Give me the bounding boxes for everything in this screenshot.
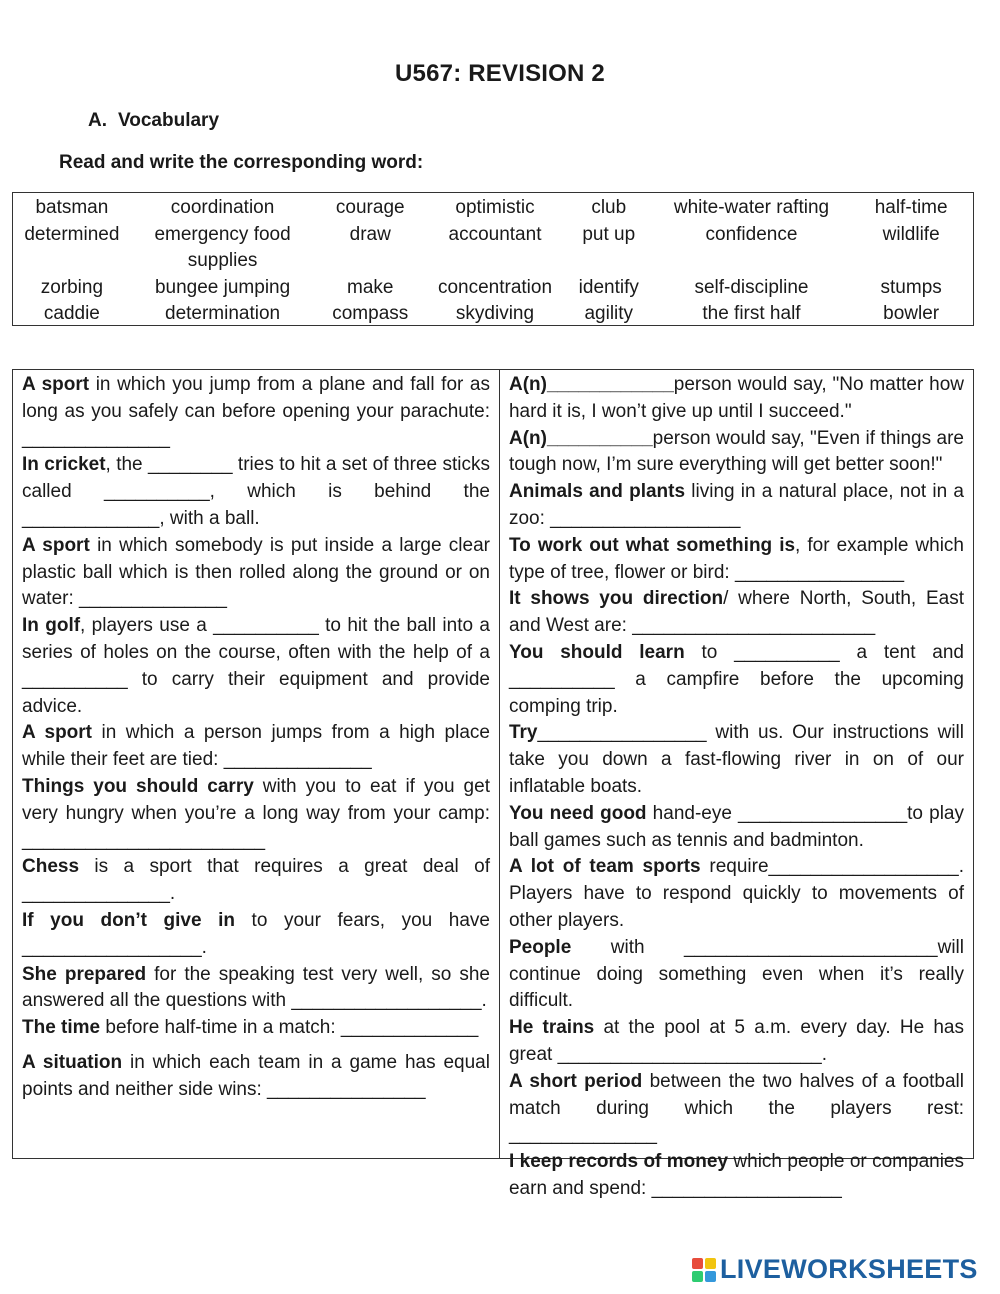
question-item	[22, 774, 490, 854]
question-keyword: People	[508, 936, 572, 958]
question-item	[509, 640, 964, 720]
word-bank-cell: white-water rafting	[673, 197, 830, 218]
word-bank-cell: courage	[335, 197, 405, 218]
question-text: person would say, "Even if things are tough now, I’m sure everything will get better soon!"	[508, 427, 964, 476]
question-item	[509, 1015, 964, 1069]
question-keyword: The time	[22, 1017, 101, 1039]
question-text: in which somebody is put inside a large clear plastic ball which is then rolled along the ground or on water: ______________	[22, 534, 490, 610]
word-bank-cell	[426, 248, 564, 275]
question-keyword: A sport	[22, 534, 90, 556]
question-item	[509, 1149, 964, 1203]
word-bank-cell: half-time	[874, 197, 948, 218]
question-keyword: You should learn	[508, 641, 685, 663]
question-keyword: Chess	[22, 856, 80, 878]
word-bank-cell: self-discipline	[694, 276, 809, 298]
question-item	[509, 854, 964, 934]
question-keyword: He trains	[508, 1017, 595, 1039]
word-bank-cell	[849, 248, 973, 275]
question-keyword: A(n)__________	[508, 427, 653, 449]
word-bank-cell	[314, 248, 426, 275]
word-bank-cell: put up	[582, 223, 636, 245]
word-bank-row	[13, 222, 973, 249]
questions-right-column	[500, 370, 973, 1199]
word-bank-cell: skydiving	[455, 303, 535, 324]
question-text: in which a person jumps from a high place while their feet are tied: ______________	[22, 722, 490, 771]
word-bank-cell: determined	[24, 223, 120, 245]
word-bank-cell: stumps	[880, 276, 942, 298]
questions-table	[12, 369, 974, 1199]
question-item	[509, 426, 964, 480]
word-bank-cell: coordination	[170, 197, 275, 218]
question-text: in which each team in a game has equal points and neither side wins: _______________	[22, 1051, 490, 1100]
question-text: ________________ with us. Our instructions will take you down a fast-flowing river in on of our inflatable boats.	[508, 722, 964, 797]
question-text: to your fears, you have _________________.	[22, 909, 490, 958]
question-text: to __________ a tent and __________ a campfire before the upcoming comping trip.	[508, 641, 964, 717]
page-title: U567: REVISION 2	[395, 60, 605, 87]
question-keyword: Animals and plants	[508, 481, 686, 503]
question-text: with you to eat if you get very hungry when you’re a long way from your camp: _______________________	[22, 775, 490, 851]
question-keyword: It shows you direction	[508, 588, 724, 610]
question-text: between the two halves of a football match during which the players rest: ______________	[508, 1070, 964, 1146]
question-keyword: If you don’t give in	[22, 909, 235, 931]
question-keyword: A sport	[22, 722, 92, 744]
question-text: , for example which type of tree, flower or bird: ________________	[508, 534, 965, 583]
question-item	[509, 586, 964, 640]
question-text: for the speaking test very well, so she answered all the questions with __________________.	[22, 963, 490, 1012]
question-keyword: I keep records of money	[508, 1151, 729, 1173]
logo-square	[692, 1258, 703, 1269]
question-keyword: A sport	[22, 374, 90, 395]
word-bank-cell: accountant	[448, 223, 542, 245]
word-bank-cell	[13, 248, 131, 275]
question-item	[22, 1015, 490, 1042]
word-bank-cell: wildlife	[882, 223, 940, 245]
word-bank-cell: the first half	[702, 303, 801, 324]
logo-square	[705, 1258, 716, 1269]
word-bank-cell: bowler	[883, 303, 940, 324]
question-text: person would say, "No matter how hard it is, I won’t give up until I succeed."	[508, 374, 964, 422]
question-text: living in a natural place, not in a zoo: __________________	[508, 481, 964, 529]
instruction-text: Read and write the corresponding word:	[59, 152, 424, 173]
question-text: in which you jump from a plane and fall for as long as you safely can before opening your parachute: ______________	[22, 374, 490, 449]
question-keyword: Try	[508, 722, 538, 744]
question-item	[509, 720, 964, 800]
question-text: require__________________. Players have to respond quickly to movements of other players.	[508, 856, 964, 931]
word-bank-cell: identify	[578, 276, 639, 298]
word-bank-row	[13, 301, 973, 328]
question-keyword: In cricket	[22, 454, 106, 476]
word-bank-table	[12, 192, 974, 326]
question-keyword: In golf	[22, 615, 81, 637]
question-item	[22, 452, 490, 532]
question-keyword: She prepared	[22, 963, 147, 985]
word-bank-cell: emergency food	[154, 223, 291, 245]
word-bank-cell: supplies	[187, 250, 258, 271]
word-bank-cell: make	[347, 276, 394, 298]
word-bank-cell: optimistic	[455, 197, 535, 218]
question-item	[509, 479, 964, 533]
word-bank-cell: caddie	[43, 303, 100, 324]
question-keyword: To work out what something is	[508, 534, 796, 556]
word-bank-cell: concentration	[437, 276, 553, 298]
question-item	[22, 720, 490, 774]
question-item	[509, 935, 964, 1015]
logo-square	[692, 1271, 703, 1282]
question-item	[509, 801, 964, 855]
question-keyword: You need good	[508, 802, 647, 824]
question-text: at the pool at 5 a.m. every day. He has great _________________________.	[508, 1017, 964, 1065]
question-keyword: A lot of team sports	[508, 856, 701, 878]
logo-square	[705, 1271, 716, 1282]
word-bank-row	[13, 195, 973, 222]
word-bank-cell: zorbing	[40, 276, 104, 298]
question-keyword: A situation	[22, 1051, 123, 1073]
question-keyword: A short period	[508, 1070, 643, 1092]
question-item	[22, 908, 490, 962]
question-item	[509, 533, 964, 587]
question-text: is a sport that requires a great deal of ______________.	[22, 856, 490, 905]
section-heading	[88, 110, 219, 132]
word-bank-cell: confidence	[705, 223, 798, 245]
question-text: / where North, South, East and West are: _______________________	[508, 588, 964, 637]
question-item	[509, 372, 964, 426]
question-keyword: A(n)____________	[508, 374, 674, 395]
question-text: before half-time in a match: _____________	[100, 1017, 479, 1039]
word-bank-row	[13, 248, 973, 275]
word-bank-row	[13, 275, 973, 302]
question-keyword: Things you should carry	[22, 775, 254, 797]
word-bank-cell: batsman	[35, 197, 109, 218]
logo-icon	[692, 1258, 716, 1282]
question-text: , players use a __________ to hit the ball into a series of holes on the course, often with the help of a __________ to carry their equipment and provide advice.	[22, 615, 490, 717]
question-text: hand-eye ________________to play ball games such as tennis and badminton.	[508, 802, 964, 851]
section-number: A.	[88, 110, 107, 131]
question-item	[22, 854, 490, 908]
questions-left-column	[13, 370, 500, 1158]
question-text: with ________________________will continue doing something even when it’s really difficult.	[508, 936, 964, 1012]
question-item	[22, 1050, 490, 1104]
question-item	[509, 1069, 964, 1149]
question-item	[22, 533, 490, 613]
liveworksheets-logo	[692, 1254, 978, 1285]
word-bank-cell: agility	[584, 303, 634, 324]
question-text: , the ________ tries to hit a set of three sticks called __________, which is behind the _____________, with a ball.	[22, 454, 490, 529]
word-bank-cell: bungee jumping	[154, 276, 291, 298]
question-item	[22, 372, 490, 452]
question-text: which people or companies earn and spend: __________________	[508, 1151, 964, 1199]
section-label: Vocabulary	[118, 110, 220, 131]
question-item	[22, 962, 490, 1016]
word-bank-cell: club	[591, 197, 627, 218]
word-bank-cell	[564, 248, 654, 275]
logo-text: LIVEWORKSHEETS	[720, 1254, 978, 1284]
question-item	[22, 613, 490, 720]
word-bank-cell	[654, 248, 850, 275]
word-bank-cell: compass	[332, 303, 409, 324]
word-bank-cell: determination	[165, 303, 281, 324]
word-bank-cell: draw	[349, 223, 391, 245]
